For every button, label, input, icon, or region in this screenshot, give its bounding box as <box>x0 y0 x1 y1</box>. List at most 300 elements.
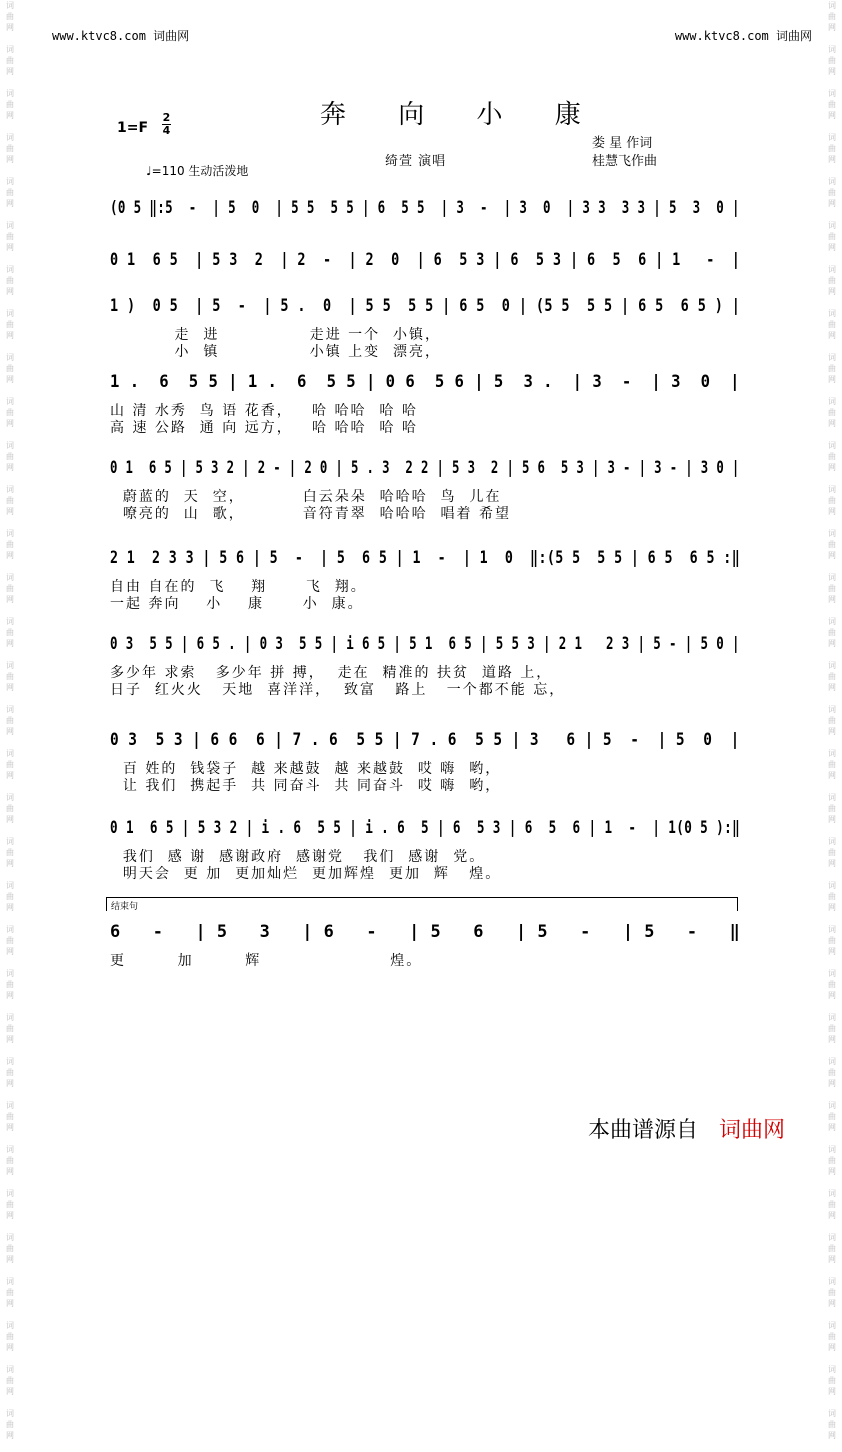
watermark-char: 词 <box>6 485 14 494</box>
watermark-char: 曲 <box>828 936 836 945</box>
watermark-char: 网 <box>6 947 14 956</box>
source-credit-prefix: 本曲谱源自 <box>588 1118 699 1143</box>
watermark-gap <box>824 253 840 264</box>
watermark-char: 词 <box>6 837 14 846</box>
watermark-char: 曲 <box>6 716 14 725</box>
watermark-char: 网 <box>6 111 14 120</box>
watermark-char: 网 <box>828 287 836 296</box>
watermark-char: 词 <box>828 793 836 802</box>
watermark-char: 词 <box>828 265 836 274</box>
watermark-char: 曲 <box>828 804 836 813</box>
watermark-char: 网 <box>828 595 836 604</box>
lyric-line: 高 速 公路 通 向 远方， 哈 哈哈 哈 哈 <box>110 420 418 436</box>
notation-line: 0 1 6 5 | 5 3 2 | i . 6 5 5 | i . 6 5 | 6 5 3 | 6 5 6 | 1 - | 1(0 5 ):‖ <box>110 818 741 838</box>
watermark-char: 词 <box>828 1409 836 1418</box>
watermark-char: 词 <box>6 969 14 978</box>
watermark-gap <box>2 517 18 528</box>
watermark-char: 网 <box>828 375 836 384</box>
watermark-char: 词 <box>828 969 836 978</box>
watermark-char: 曲 <box>828 1200 836 1209</box>
watermark-gap <box>824 297 840 308</box>
watermark-gap <box>824 429 840 440</box>
watermark-char: 词 <box>828 925 836 934</box>
watermark-char: 网 <box>828 639 836 648</box>
watermark-gap <box>2 869 18 880</box>
watermark-char: 网 <box>6 1255 14 1264</box>
watermark-char: 词 <box>6 881 14 890</box>
watermark-gap <box>2 1353 18 1364</box>
notation-line: 0 1 6 5 | 5 3 2 | 2 - | 2 0 | 5 . 3 2 2 | 5 3 2 | 5 6 5 3 | 3 - | 3 - | 3 0 | <box>110 458 740 478</box>
watermark-char: 曲 <box>828 1420 836 1429</box>
watermark-char: 词 <box>828 1 836 10</box>
watermark-gap <box>824 1133 840 1144</box>
watermark-char: 网 <box>6 199 14 208</box>
watermark-char: 曲 <box>6 188 14 197</box>
watermark-char: 词 <box>6 441 14 450</box>
watermark-char: 词 <box>6 1101 14 1110</box>
watermark-char: 词 <box>6 133 14 142</box>
watermark-char: 网 <box>6 1167 14 1176</box>
watermark-char: 词 <box>6 89 14 98</box>
time-signature <box>162 112 171 137</box>
coda-frame-left <box>106 897 107 911</box>
watermark-char: 网 <box>828 683 836 692</box>
watermark-gap <box>824 473 840 484</box>
watermark-char: 词 <box>828 705 836 714</box>
notation-line: (0 5 ‖:5 - | 5 0 | 5 5 5 5 | 6 5 5 | 3 - | 3 0 | 3 3 3 3 | 5 3 0 | <box>110 198 740 218</box>
watermark-gap <box>824 869 840 880</box>
watermark-char: 曲 <box>828 12 836 21</box>
watermark-gap <box>824 649 840 660</box>
watermark-char: 曲 <box>6 848 14 857</box>
lyric-line: 更 加 辉 煌。 <box>110 953 423 969</box>
source-credit <box>588 1113 785 1144</box>
watermark-char: 网 <box>6 903 14 912</box>
watermark-char: 曲 <box>6 408 14 417</box>
watermark-char: 词 <box>6 1145 14 1154</box>
watermark-char: 曲 <box>6 892 14 901</box>
watermark-char: 曲 <box>828 1068 836 1077</box>
watermark-char: 网 <box>6 331 14 340</box>
watermark-char: 词 <box>828 485 836 494</box>
watermark-gap <box>2 1397 18 1408</box>
watermark-char: 词 <box>6 1321 14 1330</box>
watermark-char: 网 <box>828 1211 836 1220</box>
watermark-char: 曲 <box>828 672 836 681</box>
watermark-char: 网 <box>828 1035 836 1044</box>
watermark-char: 网 <box>6 551 14 560</box>
watermark-gap <box>824 957 840 968</box>
watermark-char: 网 <box>828 815 836 824</box>
time-sig-top: 2 <box>162 111 171 124</box>
watermark-char: 曲 <box>828 100 836 109</box>
lyric-line: 我们 感 谢 感谢政府 感谢党 我们 感谢 党。 <box>110 849 486 865</box>
watermark-char: 词 <box>6 1013 14 1022</box>
watermark-gap <box>2 253 18 264</box>
watermark-char: 曲 <box>6 1332 14 1341</box>
watermark-gap <box>824 1353 840 1364</box>
watermark-gap <box>2 297 18 308</box>
watermark-gap <box>2 957 18 968</box>
watermark-gap <box>2 429 18 440</box>
watermark-char: 网 <box>828 1431 836 1440</box>
watermark-char: 词 <box>828 617 836 626</box>
watermark-char: 词 <box>6 925 14 934</box>
watermark-gap <box>2 561 18 572</box>
lyric-line: 百 姓的 钱袋子 越 来越鼓 越 来越鼓 哎 嗨 哟， <box>110 761 502 777</box>
watermark-char: 词 <box>6 1409 14 1418</box>
watermark-char: 曲 <box>6 1244 14 1253</box>
singer: 绮萱 演唱 <box>385 154 447 169</box>
watermark-char: 网 <box>6 727 14 736</box>
watermark-char: 词 <box>828 573 836 582</box>
watermark-gap <box>2 121 18 132</box>
watermark-char: 词 <box>6 177 14 186</box>
watermark-char: 词 <box>6 265 14 274</box>
watermark-char: 网 <box>828 771 836 780</box>
watermark-gap <box>2 1441 18 1452</box>
lyric-line: 小 镇 小镇 上变 漂亮， <box>110 344 442 360</box>
watermark-char: 词 <box>828 1101 836 1110</box>
watermark-char: 网 <box>6 815 14 824</box>
watermark-gap <box>2 737 18 748</box>
watermark-char: 词 <box>828 1057 836 1066</box>
watermark-char: 词 <box>828 309 836 318</box>
watermark-char: 曲 <box>6 1068 14 1077</box>
watermark-char: 曲 <box>828 276 836 285</box>
watermark-char: 网 <box>6 771 14 780</box>
lyric-line: 让 我们 携起手 共 同奋斗 共 同奋斗 哎 嗨 哟， <box>110 778 502 794</box>
watermark-char: 网 <box>828 155 836 164</box>
watermark-char: 词 <box>828 1013 836 1022</box>
watermark-gap <box>824 1001 840 1012</box>
watermark-char: 曲 <box>6 364 14 373</box>
watermark-char: 网 <box>828 1387 836 1396</box>
watermark-char: 曲 <box>6 804 14 813</box>
watermark-char: 词 <box>6 353 14 362</box>
watermark-char: 曲 <box>6 276 14 285</box>
lyric-line: 自由 自在的 飞 翔 飞 翔。 <box>110 579 367 595</box>
notation-line: 0 3 5 5 | 6 5 . | 0 3 5 5 | i 6 5 | 5 1 6 5 | 5 5 3 | 2 1 2 3 | 5 - | 5 0 | <box>110 634 740 654</box>
watermark-char: 词 <box>6 397 14 406</box>
header-url-left[interactable]: www.ktvc8.com 词曲网 <box>52 29 190 43</box>
watermark-gap <box>824 1309 840 1320</box>
watermark-char: 词 <box>6 573 14 582</box>
watermark-char: 网 <box>828 243 836 252</box>
watermark-char: 曲 <box>828 496 836 505</box>
watermark-char: 曲 <box>828 408 836 417</box>
watermark-gap <box>2 33 18 44</box>
lyric-line: 走 进 走进 一个 小镇， <box>110 327 442 343</box>
watermark-char: 网 <box>828 67 836 76</box>
watermark-gap <box>2 693 18 704</box>
watermark-char: 词 <box>6 1233 14 1242</box>
watermark-char: 词 <box>828 529 836 538</box>
watermark-char: 词 <box>6 1365 14 1374</box>
watermark-char: 曲 <box>6 1420 14 1429</box>
watermark-char: 曲 <box>828 320 836 329</box>
watermark-gap <box>2 913 18 924</box>
watermark-char: 网 <box>828 199 836 208</box>
watermark-char: 词 <box>6 617 14 626</box>
watermark-char: 曲 <box>828 540 836 549</box>
watermark-char: 网 <box>6 67 14 76</box>
notation-line: 2 1 2 3 3 | 5 6 | 5 - | 5 6 5 | 1 - | 1 0 ‖:(5 5 5 5 | 6 5 6 5 :‖ <box>110 548 741 568</box>
watermark-char: 网 <box>6 683 14 692</box>
watermark-char: 曲 <box>828 760 836 769</box>
watermark-char: 曲 <box>828 232 836 241</box>
watermark-char: 词 <box>828 133 836 142</box>
notation-line: 0 1 6 5 | 5 3 2 | 2 - | 2 0 | 6 5 3 | 6 5 3 | 6 5 6 | 1 - | <box>110 250 741 270</box>
watermark-char: 网 <box>6 991 14 1000</box>
watermark-char: 曲 <box>828 1156 836 1165</box>
watermark-char: 曲 <box>6 452 14 461</box>
watermark-char: 曲 <box>6 12 14 21</box>
watermark-char: 曲 <box>828 1244 836 1253</box>
watermark-char: 词 <box>828 221 836 230</box>
watermark-char: 曲 <box>828 1112 836 1121</box>
watermark-gap <box>824 1441 840 1452</box>
watermark-char: 曲 <box>6 496 14 505</box>
watermark-char: 网 <box>6 1299 14 1308</box>
source-credit-brand[interactable]: 词曲网 <box>719 1118 786 1143</box>
watermark-char: 曲 <box>6 1376 14 1385</box>
watermark-char: 曲 <box>6 320 14 329</box>
coda-frame-top <box>106 897 738 898</box>
watermark-char: 词 <box>828 749 836 758</box>
watermark-char: 网 <box>828 331 836 340</box>
watermark-gap <box>824 1177 840 1188</box>
watermark-gap <box>824 605 840 616</box>
watermark-char: 网 <box>6 639 14 648</box>
watermark-char: 曲 <box>828 1288 836 1297</box>
watermark-char: 网 <box>828 507 836 516</box>
watermark-char: 网 <box>6 1343 14 1352</box>
watermark-gap <box>2 605 18 616</box>
watermark-char: 曲 <box>6 1200 14 1209</box>
watermark-char: 网 <box>828 1167 836 1176</box>
time-sig-bottom: 4 <box>162 124 171 137</box>
watermark-char: 网 <box>828 1079 836 1088</box>
watermark-char: 词 <box>6 661 14 670</box>
watermark-char: 词 <box>828 661 836 670</box>
watermark-char: 网 <box>828 859 836 868</box>
watermark-char: 曲 <box>828 1376 836 1385</box>
watermark-char: 曲 <box>6 540 14 549</box>
watermark-gap <box>824 1221 840 1232</box>
watermark-gap <box>2 209 18 220</box>
watermark-gap <box>2 781 18 792</box>
watermark-gap <box>824 737 840 748</box>
watermark-char: 曲 <box>6 1112 14 1121</box>
watermark-char: 词 <box>828 1145 836 1154</box>
watermark-char: 网 <box>6 1123 14 1132</box>
watermark-char: 网 <box>828 947 836 956</box>
coda-frame-right <box>737 897 738 911</box>
watermark-char: 词 <box>6 45 14 54</box>
notation-line: 0 3 5 3 | 6 6 6 | 7 . 6 5 5 | 7 . 6 5 5 | 3 6 | 5 - | 5 0 | <box>110 730 740 750</box>
watermark-char: 网 <box>828 727 836 736</box>
watermark-char: 曲 <box>6 1156 14 1165</box>
watermark-gap <box>2 825 18 836</box>
watermark-gap <box>824 77 840 88</box>
watermark-gap <box>824 1045 840 1056</box>
watermark-char: 词 <box>828 89 836 98</box>
watermark-gap <box>824 121 840 132</box>
watermark-char: 网 <box>6 595 14 604</box>
lyric-line: 日子 红火火 天地 喜洋洋， 致富 路上 一个都不能 忘， <box>110 682 566 698</box>
watermark-char: 曲 <box>828 364 836 373</box>
watermark-char: 曲 <box>6 980 14 989</box>
watermark-gap <box>824 517 840 528</box>
composer: 桂慧飞作曲 <box>592 154 658 169</box>
watermark-char: 网 <box>828 1343 836 1352</box>
watermark-gap <box>2 1221 18 1232</box>
watermark-char: 网 <box>828 903 836 912</box>
watermark-char: 网 <box>6 23 14 32</box>
watermark-gap <box>824 913 840 924</box>
watermark-char: 曲 <box>828 144 836 153</box>
header-url-right[interactable]: www.ktvc8.com 词曲网 <box>674 29 812 43</box>
watermark-char: 曲 <box>6 144 14 153</box>
watermark-char: 曲 <box>6 1024 14 1033</box>
watermark-gap <box>2 649 18 660</box>
watermark-char: 网 <box>6 463 14 472</box>
watermark-char: 词 <box>828 1233 836 1242</box>
notation-line: 1 ) 0 5 | 5 - | 5 . 0 | 5 5 5 5 | 6 5 0 | (5 5 5 5 | 6 5 6 5 ) | <box>110 296 741 316</box>
watermark-char: 网 <box>6 507 14 516</box>
watermark-char: 曲 <box>828 848 836 857</box>
watermark-char: 曲 <box>6 628 14 637</box>
watermark-gap <box>2 165 18 176</box>
left-watermark-strip <box>2 0 18 1440</box>
lyric-line: 嘹亮的 山 歌， 音符青翠 哈哈哈 唱着 希望 <box>110 506 512 522</box>
watermark-char: 词 <box>828 837 836 846</box>
watermark-gap <box>824 165 840 176</box>
coda-label: 结束句 <box>111 902 139 912</box>
watermark-gap <box>2 1177 18 1188</box>
watermark-char: 词 <box>828 1365 836 1374</box>
watermark-char: 词 <box>6 793 14 802</box>
watermark-char: 曲 <box>6 56 14 65</box>
watermark-char: 网 <box>828 1255 836 1264</box>
watermark-gap <box>824 1089 840 1100</box>
watermark-char: 曲 <box>6 936 14 945</box>
watermark-char: 曲 <box>828 628 836 637</box>
watermark-char: 曲 <box>6 100 14 109</box>
watermark-char: 词 <box>828 881 836 890</box>
watermark-char: 词 <box>828 45 836 54</box>
watermark-gap <box>2 77 18 88</box>
watermark-char: 网 <box>6 375 14 384</box>
watermark-char: 网 <box>6 1079 14 1088</box>
watermark-gap <box>2 1133 18 1144</box>
watermark-char: 词 <box>6 529 14 538</box>
watermark-char: 网 <box>6 155 14 164</box>
watermark-char: 网 <box>6 1387 14 1396</box>
watermark-gap <box>824 385 840 396</box>
watermark-char: 曲 <box>828 716 836 725</box>
lyric-line: 山 清 水秀 鸟 语 花香， 哈 哈哈 哈 哈 <box>110 403 418 419</box>
lyric-line: 一起 奔向 小 康 小 康。 <box>110 596 364 612</box>
watermark-char: 网 <box>828 1299 836 1308</box>
watermark-char: 网 <box>6 1431 14 1440</box>
watermark-char: 网 <box>828 551 836 560</box>
watermark-char: 词 <box>6 1 14 10</box>
watermark-char: 曲 <box>6 760 14 769</box>
watermark-char: 曲 <box>828 452 836 461</box>
watermark-gap <box>2 1309 18 1320</box>
watermark-char: 曲 <box>828 980 836 989</box>
song-title: 奔 向 小 康 <box>320 100 603 130</box>
watermark-gap <box>2 1089 18 1100</box>
notation-line: 6 - | 5 3 | 6 - | 5 6 | 5 - | 5 - ‖ <box>110 922 741 942</box>
watermark-gap <box>2 473 18 484</box>
watermark-char: 网 <box>6 859 14 868</box>
watermark-gap <box>824 1265 840 1276</box>
watermark-char: 词 <box>6 1057 14 1066</box>
watermark-char: 曲 <box>6 232 14 241</box>
watermark-gap <box>824 561 840 572</box>
watermark-gap <box>824 1397 840 1408</box>
notation-line: 1 . 6 5 5 | 1 . 6 5 5 | 0 6 5 6 | 5 3 . | 3 - | 3 0 | <box>110 372 741 392</box>
watermark-char: 曲 <box>828 892 836 901</box>
watermark-gap <box>824 825 840 836</box>
watermark-char: 词 <box>828 177 836 186</box>
watermark-char: 曲 <box>828 1024 836 1033</box>
watermark-char: 词 <box>6 309 14 318</box>
watermark-gap <box>2 1001 18 1012</box>
watermark-char: 词 <box>828 397 836 406</box>
watermark-char: 网 <box>6 287 14 296</box>
watermark-char: 网 <box>6 1211 14 1220</box>
watermark-char: 曲 <box>828 56 836 65</box>
watermark-gap <box>824 209 840 220</box>
watermark-char: 网 <box>828 111 836 120</box>
lyric-line: 多少年 求索 多少年 拼 搏， 走在 精准的 扶贫 道路 上， <box>110 665 553 681</box>
lyricist: 娄 星 作词 <box>592 136 653 151</box>
watermark-char: 曲 <box>6 1288 14 1297</box>
watermark-char: 网 <box>6 243 14 252</box>
watermark-char: 网 <box>828 991 836 1000</box>
watermark-char: 曲 <box>6 672 14 681</box>
watermark-char: 词 <box>6 1189 14 1198</box>
watermark-gap <box>824 341 840 352</box>
tempo-marking: ♩=110 生动活泼地 <box>146 164 249 178</box>
watermark-char: 词 <box>6 1277 14 1286</box>
watermark-gap <box>2 1265 18 1276</box>
watermark-char: 词 <box>828 441 836 450</box>
right-watermark-strip <box>824 0 840 1440</box>
watermark-char: 网 <box>6 419 14 428</box>
lyric-line: 蔚蓝的 天 空， 白云朵朵 哈哈哈 鸟 儿在 <box>110 489 502 505</box>
watermark-char: 词 <box>6 749 14 758</box>
watermark-char: 词 <box>828 1321 836 1330</box>
watermark-char: 网 <box>828 419 836 428</box>
watermark-char: 词 <box>828 1277 836 1286</box>
watermark-gap <box>2 1045 18 1056</box>
watermark-char: 曲 <box>828 188 836 197</box>
lyric-line: 明天会 更 加 更加灿烂 更加辉煌 更加 辉 煌。 <box>110 866 502 882</box>
watermark-gap <box>824 781 840 792</box>
watermark-char: 曲 <box>828 584 836 593</box>
watermark-char: 网 <box>828 463 836 472</box>
watermark-char: 网 <box>6 1035 14 1044</box>
watermark-char: 词 <box>828 353 836 362</box>
watermark-char: 曲 <box>828 1332 836 1341</box>
watermark-char: 词 <box>828 1189 836 1198</box>
watermark-char: 词 <box>6 705 14 714</box>
